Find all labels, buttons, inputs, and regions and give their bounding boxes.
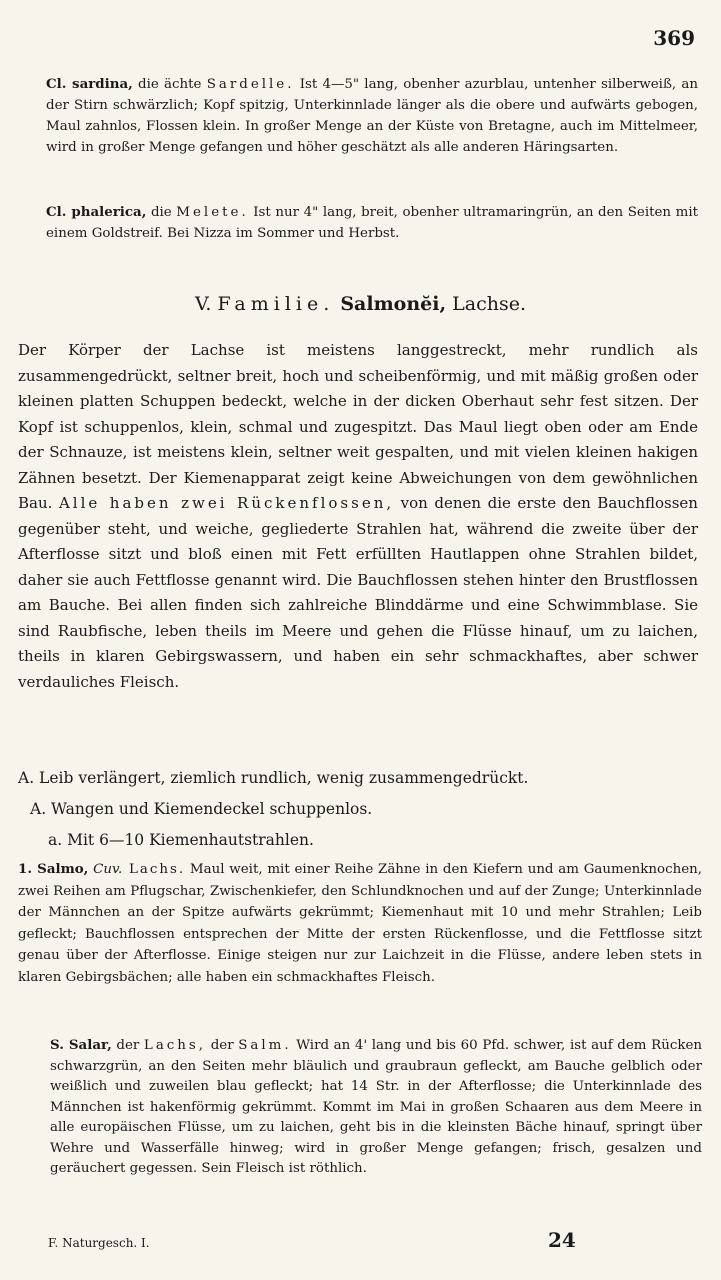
species-description: Ist nur 4" lang, breit, obenher ultramaringrün, an den Seiten mit einem Goldstreif. Bei Nizza im Sommer und Herbst. [46, 205, 698, 241]
species-description: Wird an 4' lang und bis 60 Pfd. schwer, ist auf dem Rücken schwarzgrün, an den Seiten mehr bläulich und graubraun gefleckt, am Bauche gelblich oder weißlich und zuweilen blau gefleckt; hat 14 Str. in der Afterflosse; die Unterkinnlade des Männchen ist hakenförmig gekrümmt. Kommt im Mai in großen Schaaren aus dem Meere in alle europäischen Flüsse, um zu laichen, geht bis in die kleinsten Bäche hinauf, springt über Wehre und Wasserfälle hinweg; wird in großer Menge gefangen; frisch, gesalzen und geräuchert gegessen. Sein Fleisch ist röthlich. [50, 1038, 703, 1176]
genus-common-name: Lachs. [122, 862, 186, 877]
genus-author: Cuv. [88, 862, 123, 877]
key-heading-a: a. Mit 6—10 Kiemenhautstrahlen. [48, 831, 314, 849]
family-german-name: Lachse. [452, 293, 526, 315]
family-label: Familie. [217, 293, 335, 315]
family-description [18, 338, 698, 695]
key-heading-A: A. Leib verlängert, ziemlich rundlich, wenig zusammengedrückt. [18, 769, 529, 787]
footer-note: F. Naturgesch. I. [48, 1236, 150, 1250]
species-name: S. Salar, [50, 1037, 112, 1053]
species-name: Cl. sardina, [46, 76, 133, 92]
species-common-name-2: Salm. [238, 1038, 292, 1053]
species-article: der [111, 1038, 144, 1053]
signature-mark: 24 [548, 1228, 576, 1252]
key-heading-fraktur-A: A. Wangen und Kiemendeckel schuppenlos. [30, 800, 373, 818]
species-common-name: Lachs, [143, 1038, 207, 1053]
species-article-2: der [206, 1038, 239, 1053]
species-name: Cl. phalerica, [46, 204, 147, 220]
family-latin-name: Salmonĕi, [340, 293, 447, 315]
genus-description: Maul weit, mit einer Reihe Zähne in den Kiefern und am Gaumenknochen, zwei Reihen am Pflugschar, Zwischenkiefer, den Schlundknochen und auf der Zunge; Unterkinnlade der Männchen an der Spitze aufwärts gekrümmt; Kiemenhaut mit 10 und mehr Strahlen; Leib gefleckt; Bauchflossen entsprechen der Mitte der ersten Rückenflosse, und die Fettflosse sitzt genau über der Afterflosse. Einige steigen nur zur Laichzeit in die Flüsse, andere leben stets in klaren Gebirgsbächen; alle haben ein schmackhaftes Fleisch. [18, 862, 703, 985]
family-numeral: V. [195, 293, 212, 315]
species-article: die [146, 205, 177, 220]
family-heading [0, 293, 721, 315]
species-common-name: Melete. [176, 205, 249, 220]
species-entry-salar [50, 1035, 702, 1180]
species-article: die ächte [132, 77, 207, 92]
genus-entry-salmo [18, 859, 702, 988]
species-entry-phalerica [46, 202, 698, 244]
intro-emphasis: Alle haben zwei Rückenflossen, [58, 494, 395, 512]
intro-text: Der Körper der Lachse ist meistens langgestreckt, mehr rundlich als zusammengedrückt, seltner breit, hoch und scheibenförmig, und mit mäßig großen oder kleinen platten Schuppen bedeckt, welche in der dicken Oberhaut sehr fest sitzen. Der Kopf ist schuppenlos, klein, schmal und zugespitzt. Das Maul liegt oben oder am Ende der Schnauze, ist meistens klein, seltner weit gespalten, und mit vielen kleinen hakigen Zähnen besetzt. Der Kiemenapparat zeigt keine Abweichungen von dem gewöhnlichen Bau. [18, 341, 698, 512]
genus-name: 1. Salmo, [18, 861, 89, 877]
species-common-name: Sardelle. [206, 77, 295, 92]
intro-text-continued: von denen die erste den Bauchflossen gegenüber steht, und weiche, gegliederte Strahlen hat, während die zweite über der Afterflosse sitzt und bloß einen mit Fett erfüllten Hautlappen ohne Strahlen bildet, daher sie auch Fettflosse genannt wird. Die Bauchflossen stehen hinter den Brustflossen am Bauche. Bei allen finden sich zahlreiche Blinddärme und eine Schwimmblase. Sie sind Raubfische, leben theils im Meere und gehen die Flüsse hinauf, um zu laichen, theils in klaren Gebirgswassern, und haben ein sehr schmackhaftes, aber schwer verdauliches Fleisch. [18, 494, 698, 691]
page-number: 369 [653, 26, 695, 50]
species-description: Ist 4—5" lang, obenher azurblau, untenher silberweiß, an der Stirn schwärzlich; Kopf spitzig, Unterkinnlade länger als die obere und aufwärts gebogen, Maul zahnlos, Flossen klein. In großer Menge an der Küste von Bretagne, auch im Mittelmeer, wird in großer Menge gefangen und höher geschätzt als alle anderen Häringsarten. [46, 77, 698, 155]
species-entry-sardina [46, 74, 698, 158]
